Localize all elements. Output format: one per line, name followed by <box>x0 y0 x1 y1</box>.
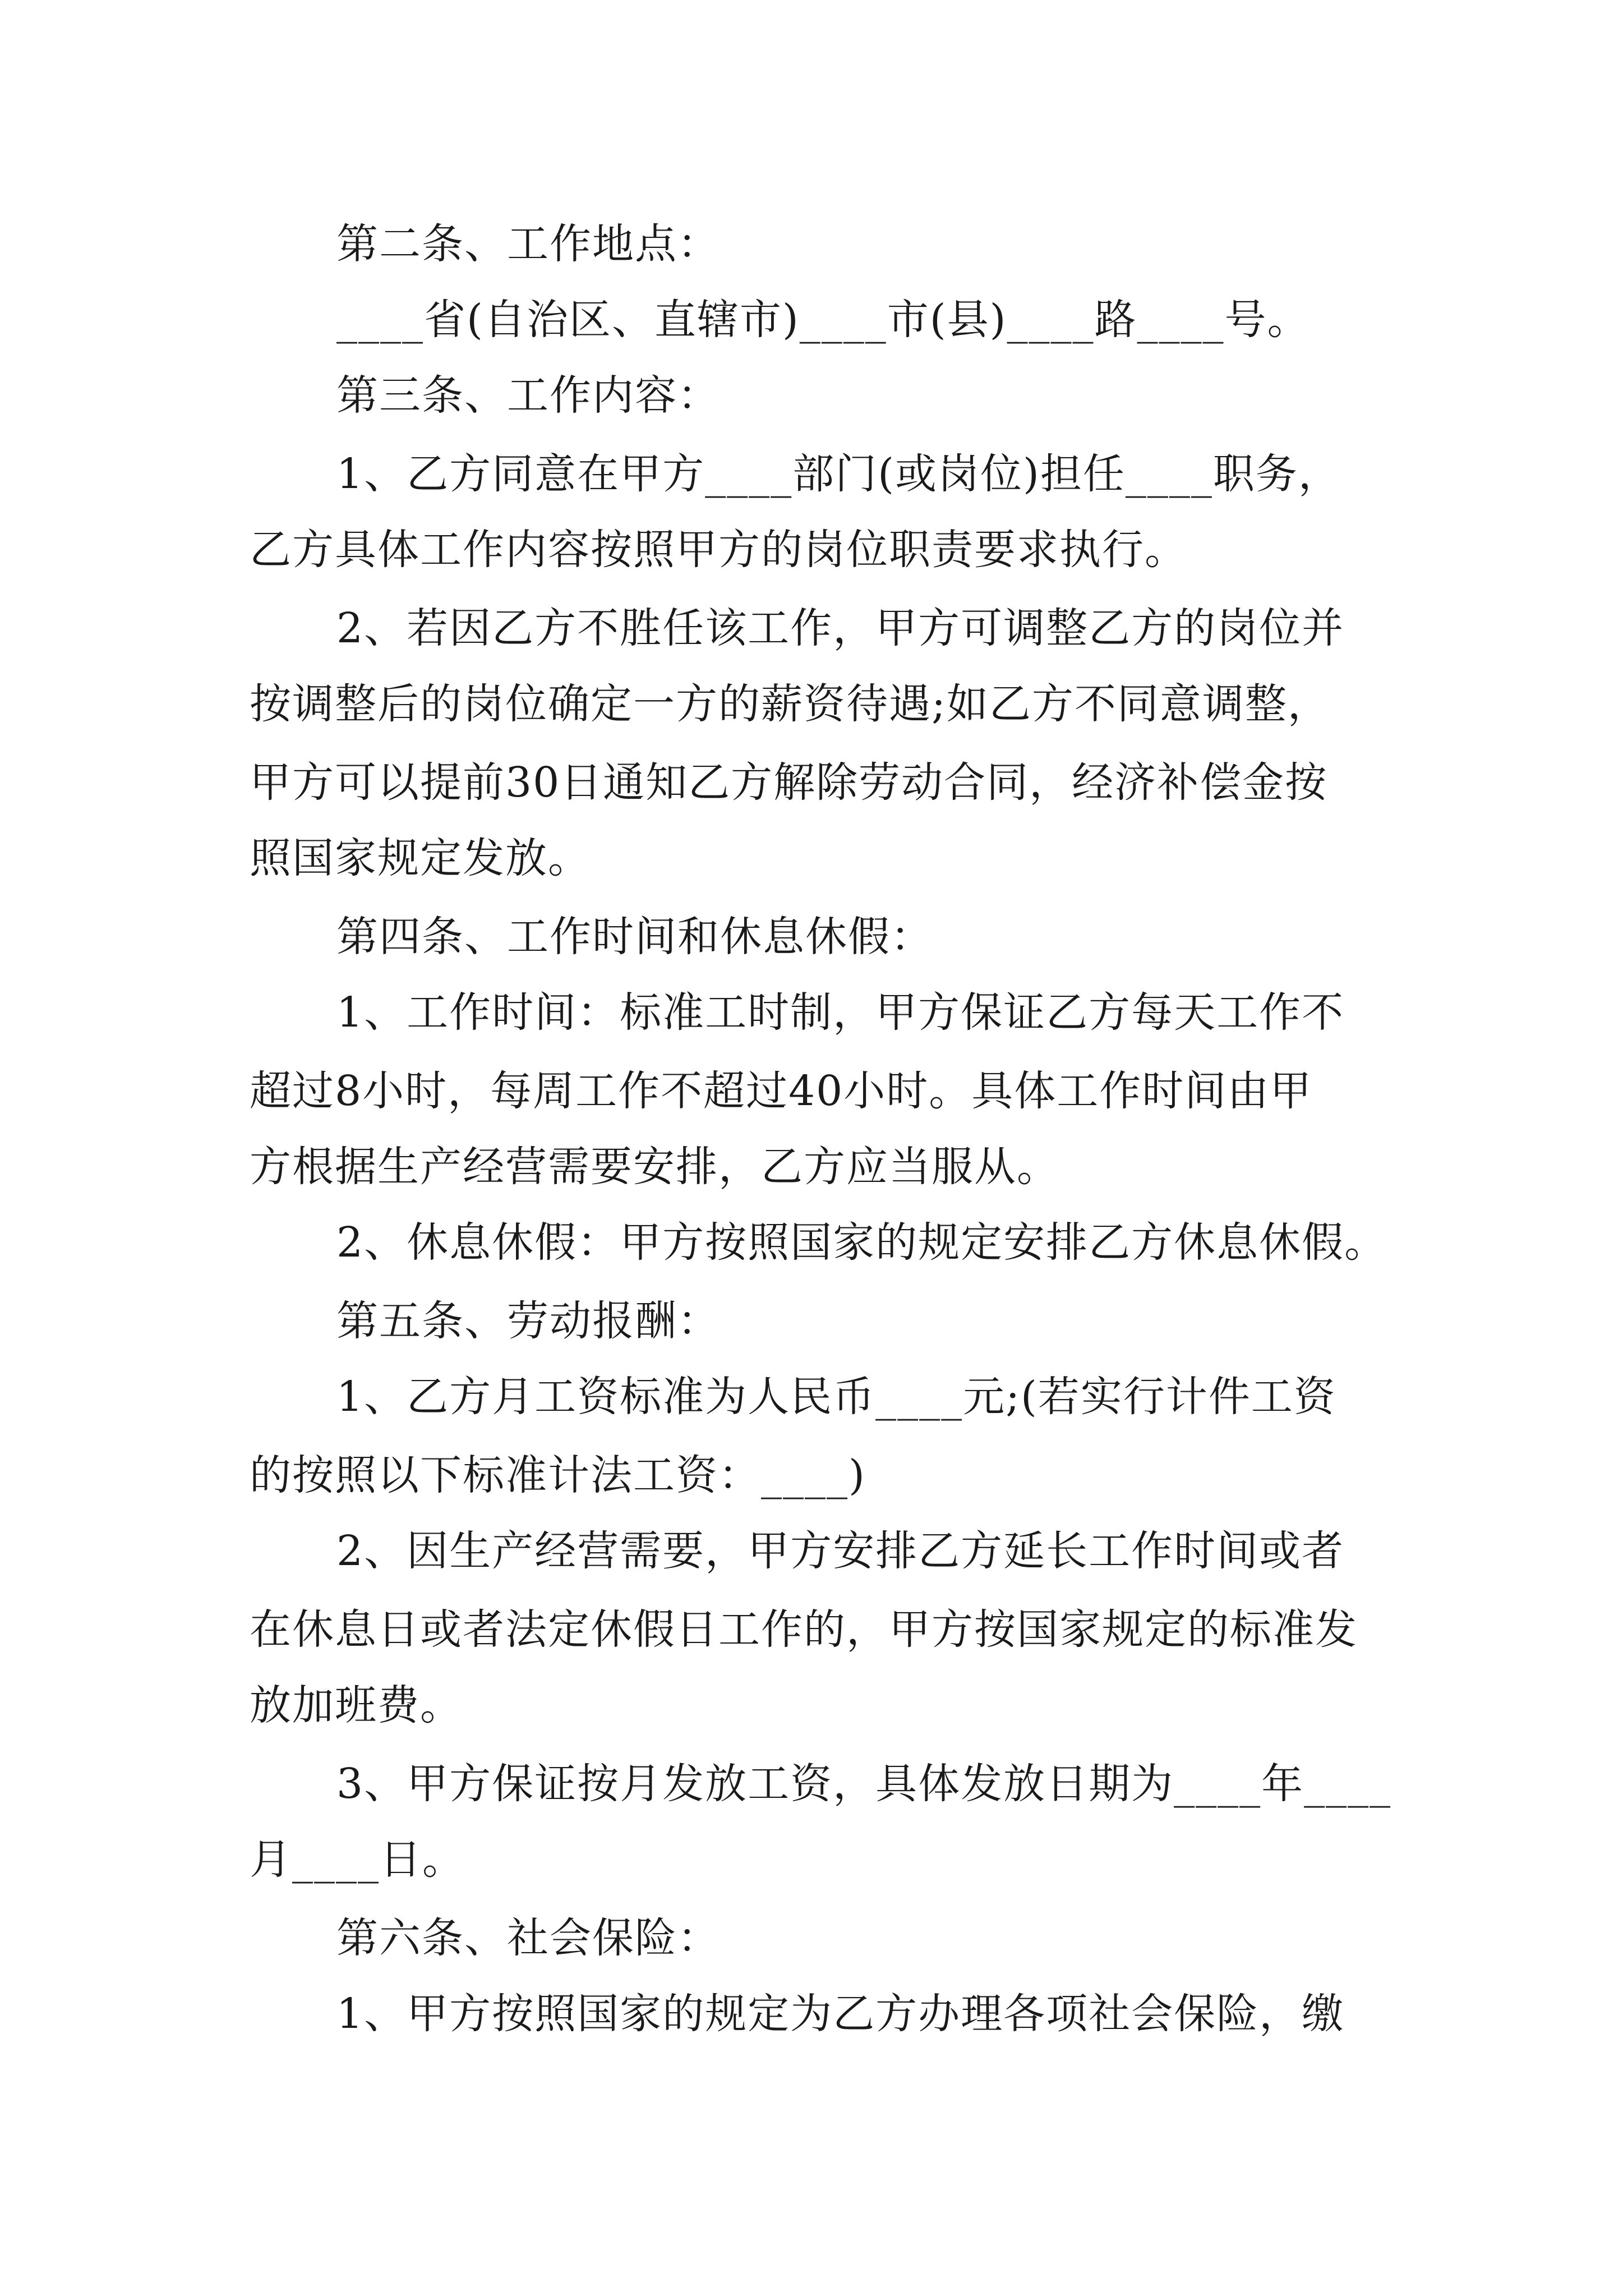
clause-3-2-line-3: 甲方可以提前30日通知乙方解除劳动合同，经济补偿金按 <box>250 758 1328 807</box>
work-location-line: ____省(自治区、直辖市)____市(县)____路____号。 <box>336 296 1310 344</box>
clause-5-2-line-2: 在休息日或者法定休假日工作的，甲方按国家规定的标准发 <box>250 1605 1358 1654</box>
article-2-heading: 第二条、工作地点： <box>336 220 720 268</box>
article-6-heading: 第六条、社会保险： <box>336 1914 720 1962</box>
clause-4-1-line-3: 方根据生产经营需要安排，乙方应当服从。 <box>250 1143 1059 1191</box>
clause-5-2-line-1: 2、因生产经营需要，甲方安排乙方延长工作时间或者 <box>336 1527 1345 1575</box>
clause-3-1-line-1: 1、乙方同意在甲方____部门(或岗位)担任____职务， <box>336 450 1341 498</box>
clause-5-3-line-2: 月____日。 <box>250 1835 465 1884</box>
clause-5-1-line-2: 的按照以下标准计法工资：____) <box>250 1451 866 1499</box>
clause-4-2-line-1: 2、休息休假：甲方按照国家的规定安排乙方休息休假。 <box>336 1218 1387 1267</box>
clause-5-3-line-1: 3、甲方保证按月发放工资，具体发放日期为____年____ <box>336 1760 1392 1808</box>
clause-3-2-line-4: 照国家规定发放。 <box>250 834 591 882</box>
clause-4-1-line-1: 1、工作时间：标准工时制，甲方保证乙方每天工作不 <box>336 988 1345 1037</box>
clause-5-1-line-1: 1、乙方月工资标准为人民币____元;(若实行计件工资 <box>336 1373 1336 1421</box>
clause-5-2-line-3: 放加班费。 <box>250 1681 463 1729</box>
clause-3-2-line-2: 按调整后的岗位确定一方的薪资待遇;如乙方不同意调整， <box>250 680 1330 728</box>
article-5-heading: 第五条、劳动报酬： <box>336 1297 720 1345</box>
clause-3-2-line-1: 2、若因乙方不胜任该工作，甲方可调整乙方的岗位并 <box>336 604 1345 652</box>
clause-4-1-line-2: 超过8小时，每周工作不超过40小时。具体工作时间由甲 <box>250 1067 1313 1115</box>
clause-3-1-line-2: 乙方具体工作内容按照甲方的岗位职责要求执行。 <box>250 526 1187 574</box>
clause-6-1-line-1: 1、甲方按照国家的规定为乙方办理各项社会保险，缴 <box>336 1990 1345 2038</box>
article-3-heading: 第三条、工作内容： <box>336 371 720 420</box>
article-4-heading: 第四条、工作时间和休息休假： <box>336 913 933 961</box>
